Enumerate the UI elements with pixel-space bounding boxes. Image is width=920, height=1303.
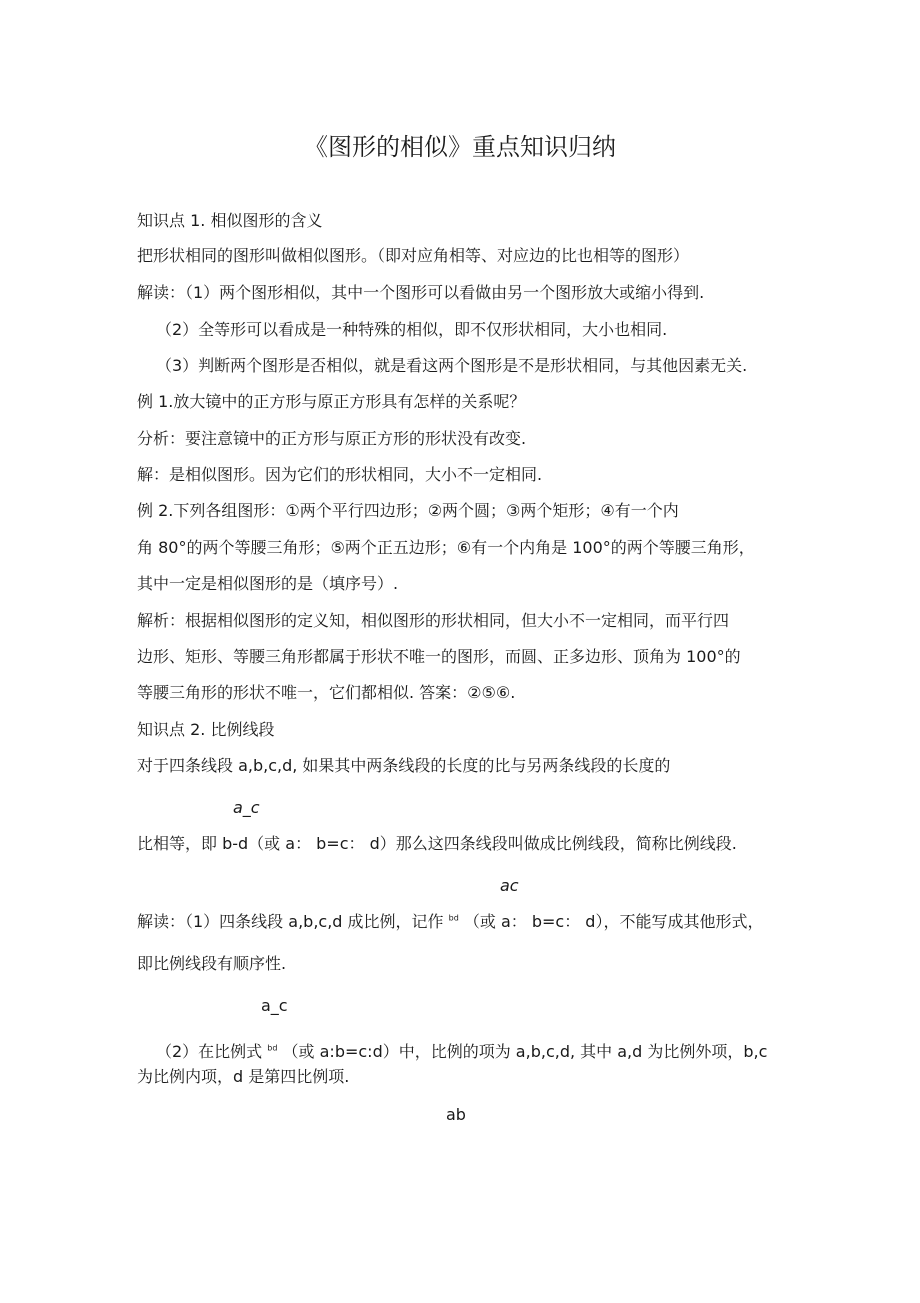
example-1: 例 1.放大镜中的正方形与原正方形具有怎样的关系呢？ — [137, 392, 526, 411]
proportion-definition-1: 对于四条线段 a,b,c,d, 如果其中两条线段的长度的比与另两条线段的长度的 — [137, 756, 671, 775]
proportion-interpretation-2 — [156, 1041, 767, 1063]
fraction-ac: ac — [500, 876, 519, 895]
fraction-denominator: bd — [448, 913, 459, 923]
interpretation-1: 解读：（1）两个图形相似，其中一个图形可以看做由另一个图形放大或缩小得到. — [137, 283, 705, 302]
document-title: 《图形的相似》重点知识归纳 — [304, 133, 616, 161]
text-segment: 解读：（1）四条线段 a,b,c,d 成比例，记作 — [137, 912, 444, 931]
proportion-interpretation-2-cont: 为比例内项，d 是第四比例项. — [137, 1067, 350, 1086]
text-segment: （2）在比例式 — [156, 1042, 263, 1061]
proportion-definition-2: 比相等，即 b-d（或 a： b=c： d）那么这四条线段叫做成比例线段，简称比例线段. — [137, 834, 737, 853]
fraction-ab: ab — [446, 1105, 466, 1124]
interpretation-2: （2）全等形可以看成是一种特殊的相似，即不仅形状相同，大小也相同. — [156, 320, 668, 339]
section-heading-2: 知识点 2. 比例线段 — [137, 720, 275, 739]
fraction-a-c-2: a_c — [261, 996, 288, 1015]
example-2-analysis-2: 边形、矩形、等腰三角形都属于形状不唯一的图形，而圆、正多边形、顶角为 100°的 — [137, 647, 741, 666]
text-segment: （或 a： b=c： d），不能写成其他形式， — [463, 912, 764, 931]
fraction-a-c: a_c — [233, 798, 260, 817]
section-heading-1: 知识点 1. 相似图形的含义 — [137, 211, 323, 230]
example-1-solution: 解：是相似图形。因为它们的形状相同，大小不一定相同. — [137, 465, 543, 484]
example-2-line-1: 例 2.下列各组图形：①两个平行四边形；②两个圆；③两个矩形；④有一个内 — [137, 501, 679, 520]
example-2-analysis-1: 解析：根据相似图形的定义知，相似图形的形状相同，但大小不一定相同，而平行四 — [137, 611, 730, 630]
example-1-analysis: 分析：要注意镜中的正方形与原正方形的形状没有改变. — [137, 429, 527, 448]
interpretation-3: （3）判断两个图形是否相似，就是看这两个图形是不是形状相同，与其他因素无关. — [156, 356, 748, 375]
proportion-interpretation-1-cont: 即比例线段有顺序性. — [137, 954, 287, 973]
definition-text: 把形状相同的图形叫做相似图形。（即对应角相等、对应边的比也相等的图形） — [137, 246, 690, 265]
example-2-line-2: 角 80°的两个等腰三角形；⑤两个正五边形；⑥有一个内角是 100°的两个等腰三角形， — [137, 538, 755, 557]
example-2-analysis-3: 等腰三角形的形状不唯一，它们都相似. 答案：②⑤⑥. — [137, 683, 516, 702]
fraction-denominator: bd — [267, 1043, 278, 1053]
proportion-interpretation-1 — [137, 911, 763, 933]
example-2-line-3: 其中一定是相似图形的是（填序号）. — [137, 574, 399, 593]
text-segment: （或 a:b=c:d）中，比例的项为 a,b,c,d, 其中 a,d 为比例外项，b,c — [282, 1042, 768, 1061]
